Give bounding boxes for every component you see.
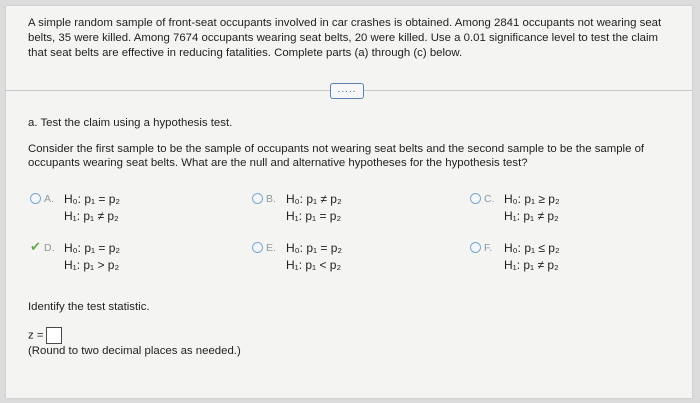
choice-letter: D.: [44, 242, 55, 254]
check-icon[interactable]: ✔: [30, 239, 41, 254]
alternative-hypothesis: H₁: p₁ < p₂: [286, 258, 342, 272]
z-answer-input[interactable]: [46, 327, 62, 344]
alternative-hypothesis: H₁: p₁ ≠ p₂: [504, 258, 559, 272]
radio-icon[interactable]: [252, 193, 263, 204]
choice-letter: F.: [484, 242, 493, 254]
null-hypothesis: H₀: p₁ = p₂: [286, 241, 343, 255]
null-hypothesis: H₀: p₁ ≤ p₂: [504, 241, 560, 255]
radio-icon[interactable]: [470, 193, 481, 204]
choice-letter: E.: [266, 242, 276, 254]
radio-icon[interactable]: [30, 193, 41, 204]
alternative-hypothesis: H₁: p₁ > p₂: [64, 258, 120, 272]
part-a-title: a. Test the claim using a hypothesis test.: [28, 117, 233, 129]
radio-icon[interactable]: [470, 242, 481, 253]
null-hypothesis: H₀: p₁ = p₂: [64, 241, 121, 255]
choice-letter: A.: [44, 193, 54, 205]
alternative-hypothesis: H₁: p₁ ≠ p₂: [504, 209, 559, 223]
null-hypothesis: H₀: p₁ ≥ p₂: [504, 192, 560, 206]
choice-letter: C.: [484, 193, 495, 205]
test-statistic-prompt: Identify the test statistic.: [28, 301, 150, 313]
question-panel: [6, 6, 692, 398]
alternative-hypothesis: H₁: p₁ ≠ p₂: [64, 209, 119, 223]
radio-icon[interactable]: [252, 242, 263, 253]
z-label: z =: [28, 329, 44, 342]
part-a-instruction: Consider the first sample to be the sample of occupants not wearing seat belts and the second sample to be the sample of occupants wearing seat belts. What are the null and alternative hypotheses for the hypothesis test?: [28, 143, 645, 169]
expand-button[interactable]: .....: [330, 83, 364, 99]
null-hypothesis: H₀: p₁ ≠ p₂: [286, 192, 342, 206]
z-row: [28, 327, 62, 344]
null-hypothesis: H₀: p₁ = p₂: [64, 192, 121, 206]
rounding-note: (Round to two decimal places as needed.): [28, 345, 241, 357]
alternative-hypothesis: H₁: p₁ = p₂: [286, 209, 342, 223]
problem-statement: A simple random sample of front-seat occupants involved in car crashes is obtained. Among 2841 occupants not wearing seat belts, 35 were killed. Among 7674 occupants wearing seat belts, 20 were killed. Use a 0.01 significance level to test the claim that seat belts are effective in reducing fatalities. Complete parts (a) through (c) below.: [28, 17, 662, 59]
choice-letter: B.: [266, 193, 276, 205]
